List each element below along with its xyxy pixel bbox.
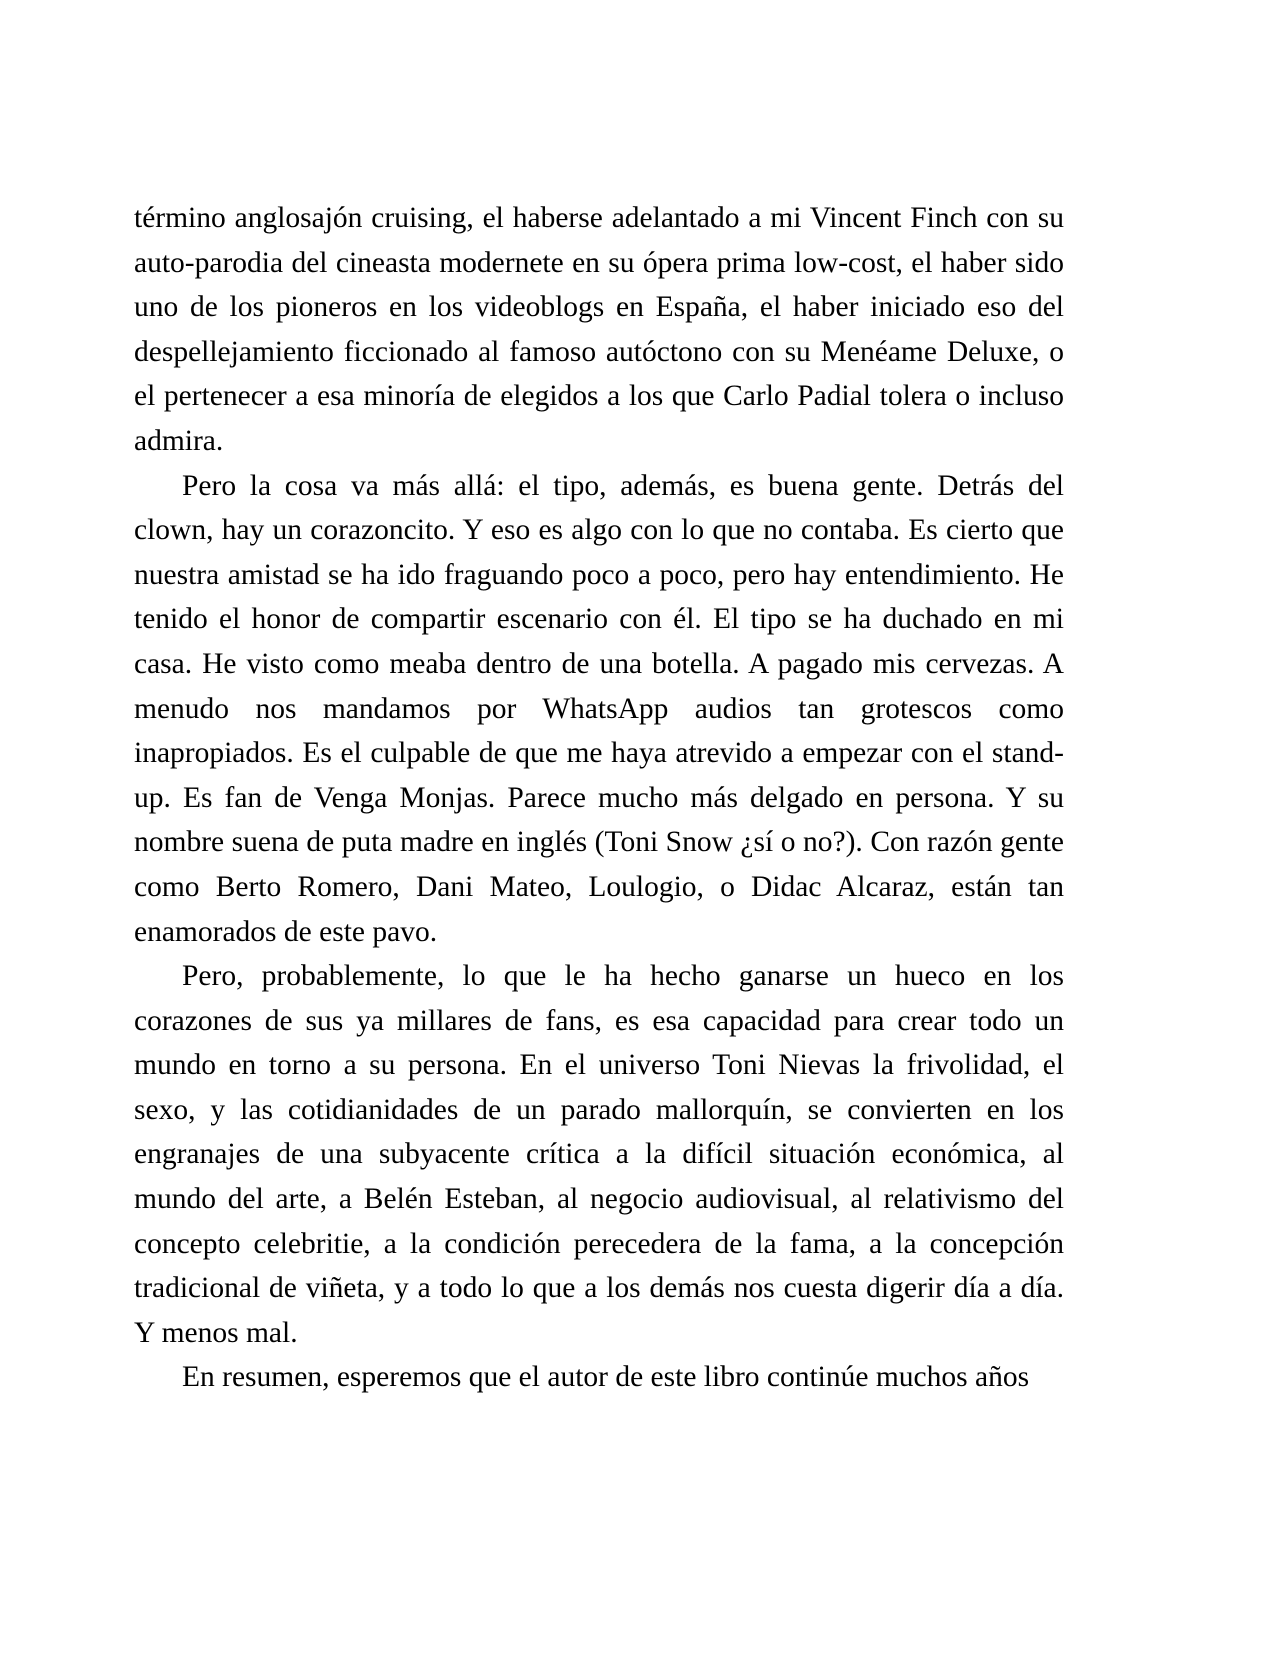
paragraph-continuation: término anglosajón cruising, el haberse adelantado a mi Vincent Finch con su auto-parodia del cineasta modernete en su ópera prima low-cost, el haber sido uno de los pioneros en los videoblogs en España, el haber iniciado eso del despellejamiento ficcionado al famoso autóctono con su Menéame Deluxe, o el pertenecer a esa minoría de elegidos a los que Carlo Padial tolera o incluso admira.: [134, 202, 1064, 457]
paragraph-pero-probablemente: Pero, probablemente, lo que le ha hecho ganarse un hueco en los corazones de sus ya millares de fans, es esa capacidad para crear todo un mundo en torno a su persona. En el universo Toni Nievas la frivolidad, el sexo, y las cotidianidades de un parado mallorquín, se convierten en los engranajes de una subyacente crítica a la difícil situación económica, al mundo del arte, a Belén Esteban, al negocio audiovisual, al relativismo del concepto celebritie, a la condición perecedera de la fama, a la concepción tradicional de viñeta, y a todo lo que a los demás nos cuesta digerir día a día. Y menos mal.: [134, 960, 1064, 1349]
paragraph-pero-la-cosa: Pero la cosa va más allá: el tipo, además, es buena gente. Detrás del clown, hay un corazoncito. Y eso es algo con lo que no contaba. Es cierto que nuestra amistad se ha ido fraguando poco a poco, pero hay entendimiento. He tenido el honor de compartir escenario con él. El tipo se ha duchado en mi casa. He visto como meaba dentro de una botella. A pagado mis cervezas. A menudo nos mandamos por WhatsApp audios tan grotescos como inapropiados. Es el culpable de que me haya atrevido a empezar con el stand-up. Es fan de Venga Monjas. Parece mucho más delgado en persona. Y su nombre suena de puta madre en inglés (Toni Snow ¿sí o no?). Con razón gente como Berto Romero, Dani Mateo, Loulogio, o Didac Alcaraz, están tan enamorados de este pavo.: [134, 469, 1064, 948]
paragraph-en-resumen: En resumen, esperemos que el autor de este libro continúe muchos años: [182, 1361, 1030, 1394]
body-text-column: [134, 196, 1064, 1400]
